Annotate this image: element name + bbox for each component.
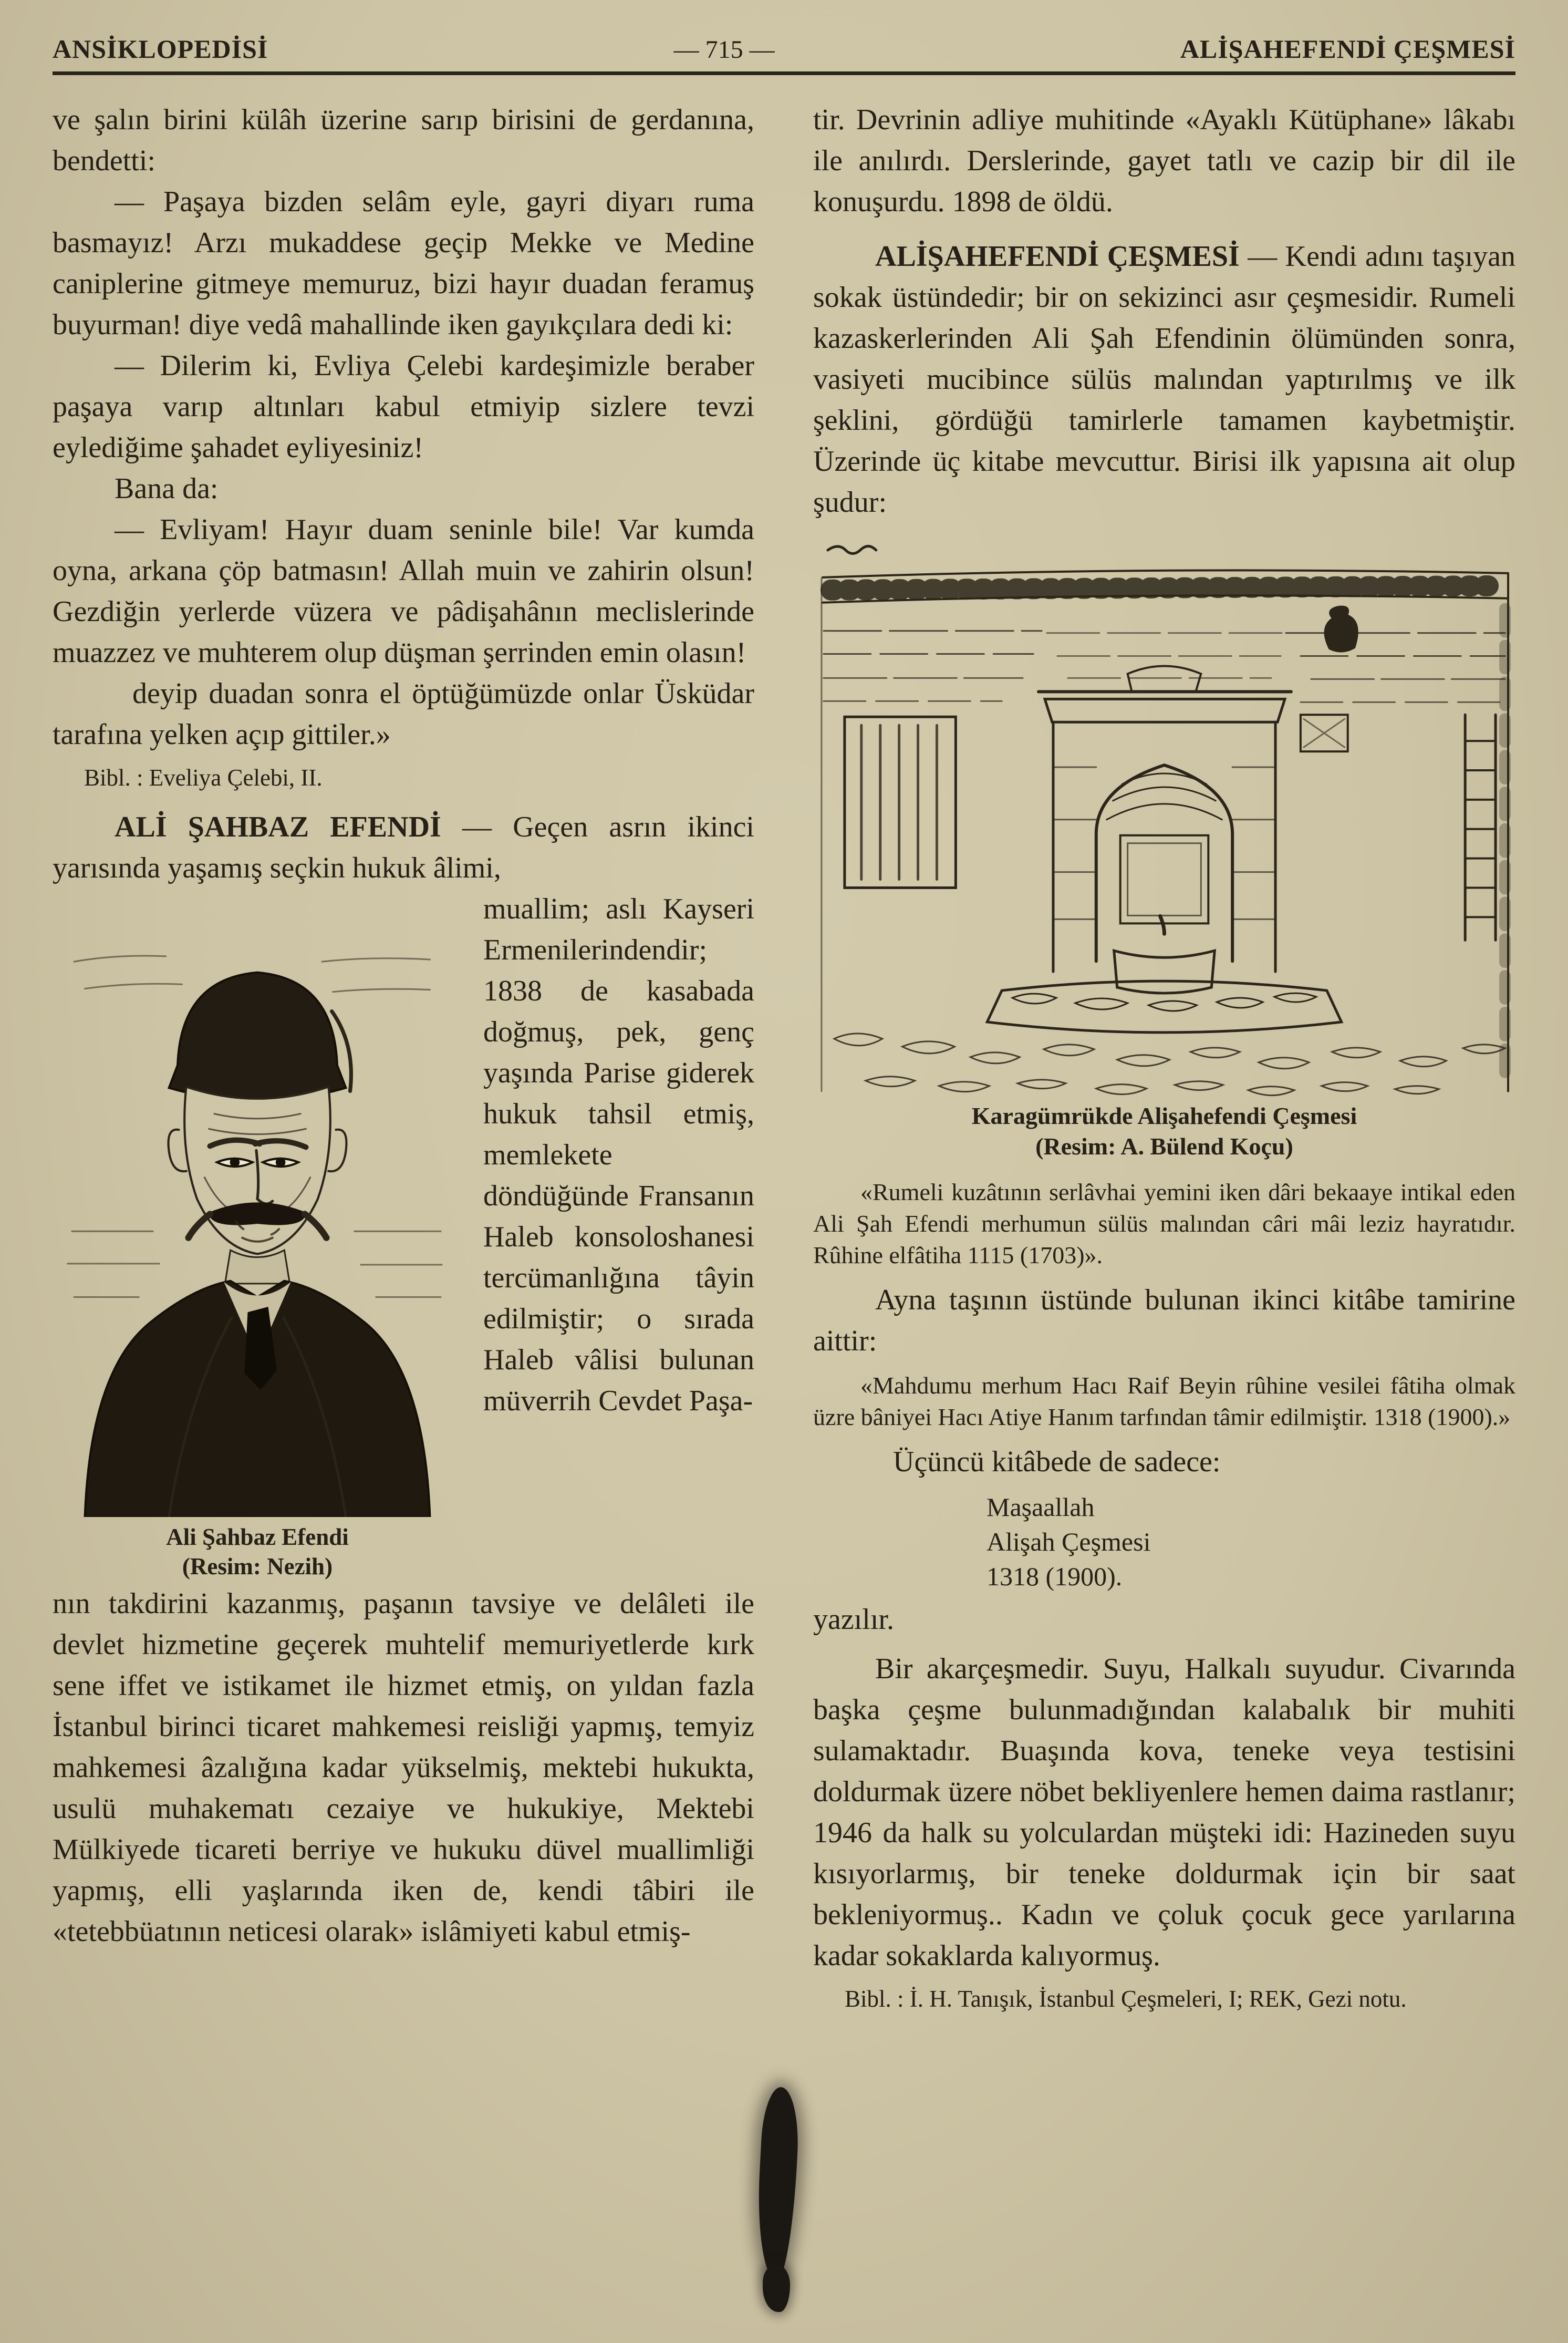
article-lead-text: — Geçen asrın ikinci yarısında yaşamış seçkin hukuk âlimi,	[53, 811, 754, 884]
fountain-figure	[813, 541, 1515, 1097]
article-body-text: — Kendi adını taşıyan sokak üstündedir; bir on sekizinci asır çeşmesidir. Rumeli kazaskerlerinden Ali Şah Efendinin ölümünden sonra, vasiyeti mucibince sülüs malından yaptırılmış ve ilk şeklini, gördüğü tamirlerle tamamen kaybetmiştir. Üzerinde üç kitabe mevcuttur. Birisi ilk yapısına ait olup şudur:	[813, 240, 1515, 519]
header-left-title: ANSİKLOPEDİSİ	[53, 34, 268, 64]
paragraph-deyip: deyip duadan sonra el öptüğümüzde onlar Üsküdar tarafına yelken açıp gittiler.»	[53, 677, 754, 751]
portrait-figure	[53, 897, 462, 1581]
paragraph-bana-da: Bana da:	[115, 472, 219, 505]
inscription-intro-3: Üçüncü kitâbede de sadece:	[893, 1445, 1221, 1478]
fountain-illustration	[813, 541, 1515, 1097]
quote-paragraph-pasaya: — Paşaya bizden selâm eyle, gayri diyarı ruma basmayız! Arzı mukaddese geçip Mekke ve Medine caniplerine gitmeye memuruz, bizi hayır duadan feramuş buyurman! diye vedâ mahallinde iken gayıkçılara dedi ki:	[53, 185, 754, 341]
inscription-line-2: Alişah Çeşmesi	[987, 1526, 1151, 1556]
article-alisahefendi-cesmesi	[813, 236, 1515, 523]
article-title-ali-sahbaz: ALİ ŞAHBAZ EFENDİ	[115, 811, 441, 843]
fountain-caption	[813, 1101, 1515, 1162]
ink-smudge-small	[763, 2265, 790, 2312]
portrait-caption-credit: (Resim: Nezih)	[182, 1553, 333, 1580]
fountain-caption-credit: (Resim: A. Bülend Koçu)	[1035, 1132, 1293, 1160]
inscription-intro-2: Ayna taşının üstünde bulunan ikinci kitâbe tamirine aittir:	[813, 1283, 1515, 1357]
left-column	[53, 99, 754, 2014]
article-title-alisahefendi-cesmesi: ALİŞAHEFENDİ ÇEŞMESİ	[875, 240, 1240, 273]
fountain-description-paragraph: Bir akarçeşmedir. Suyu, Halkalı suyudur. Civarında başka çeşme bulunmadığından kalabalık bir muhiti sulamaktadır. Buaşında kova, teneke veya testisini doldurmak üzere nöbet bekliyenlere hemen daima rastlanır; 1946 da halk su yolculardan müşteki idi: Hazineden suyu kısıyorlarmış, bir teneke doldurmak için bir saat bekleniyormuş.. Kadın ve çoluk çocuk gece yarılarına kadar sokaklarda kalıyormuş.	[813, 1652, 1515, 1972]
third-inscription-block	[987, 1490, 1515, 1594]
ink-smudge	[754, 2086, 801, 2281]
header-right-title: ALİŞAHEFENDİ ÇEŞMESİ	[1180, 34, 1515, 64]
page-header	[53, 34, 1515, 64]
article-ali-sahbaz-lead	[53, 807, 754, 889]
bibliography-line-evliya: Bibl. : Eveliya Çelebi, II.	[84, 765, 323, 791]
header-rule	[53, 71, 1515, 75]
quote-paragraph-evliyam: — Evliyam! Hayır duam seninle bile! Var kumda oyna, arkana çöp batmasın! Allah muin ve zahirin olsun! Gezdiğin yerlerde vüzera ve pâdişahânın meclislerinde muazzez ve muhterem olup düşman şerrinden emin olasın!	[53, 513, 754, 669]
portrait-illustration	[53, 897, 462, 1517]
inscription-line-1: Maşaallah	[987, 1492, 1095, 1522]
portrait-caption-name: Ali Şahbaz Efendi	[166, 1524, 349, 1551]
portrait-wrap-block	[53, 889, 754, 1580]
continuation-paragraph-right: tir. Devrinin adliye muhitinde «Ayaklı Kütüphane» lâkabı ile anılırdı. Derslerinde, gayet tatlı ve cazip bir dil ile konuşurdu. 1898 de öldü.	[813, 104, 1515, 218]
fountain-caption-title: Karagümrükde Alişahefendi Çeşmesi	[971, 1102, 1357, 1129]
page-number-label: — 715 —	[673, 36, 775, 64]
paragraph-yazilir: yazılır.	[813, 1603, 894, 1636]
article-wrap-text: muallim; aslı Kayseri Ermenilerindendir; 1838 de kasabada doğmuş, pek, genç yaşında Parise giderek hukuk tahsil etmiş, memlekete döndüğünde Fransanın Haleb konsoloshanesi tercümanlığına tâyin edilmiştir; o sırada Haleb vâlisi bulunan müverrih Cevdet Paşa-	[483, 893, 754, 1417]
quote-paragraph-dilerim: — Dilerim ki, Evliya Çelebi kardeşimizle beraber paşaya varıp altınları kabul etmiyip sizlere tevzi eylediğime şahadet eyliyesiniz!	[53, 349, 754, 464]
bibliography-line-tanisik: Bibl. : İ. H. Tanışık, İstanbul Çeşmeleri, I; REK, Gezi notu.	[845, 1985, 1407, 2012]
inscription-quote-1: «Rumeli kuzâtının serlâvhai yemini iken dâri bekaaye intikal eden Ali Şah Efendi merhumun sülüs malından câri mâi leziz hayratıdır. Rûhine elfâtiha 1115 (1703)».	[813, 1178, 1515, 1268]
inscription-line-3: 1318 (1900).	[987, 1561, 1123, 1591]
portrait-caption	[53, 1522, 462, 1581]
continuation-paragraph: ve şalın birini külâh üzerine sarıp birisini de gerdanına, bendetti:	[53, 104, 754, 177]
two-column-body	[53, 99, 1515, 2014]
article-continuation: nın takdirini kazanmış, paşanın tavsiye ve delâleti ile devlet hizmetine geçerek muhtelif memuriyetlerde kırk sene iffet ve istikamet ile hizmet etmiş, on yıldan fazla İstanbul birinci ticaret mahkemesi reisliği yapmış, temyiz mahkemesi âzalığına kadar yükselmiş, mektebi hukukta, usulü muhakematı cezaiye ve hukukiye, Mektebi Mülkiyede ticareti berriye ve hukuku düvel muallimliği yapmış, elli yaşlarında iken de, kendi tâbiri ile «tetebbüatının neticesi olarak» islâmiyeti kabul etmiş-	[53, 1587, 754, 1948]
right-column	[813, 99, 1515, 2014]
inscription-quote-2: «Mahdumu merhum Hacı Raif Beyin rûhine vesilei fâtiha olmak üzre bâniyei Hacı Atiye Hanım tarfından tâmir edilmiştir. 1318 (1900).»	[813, 1371, 1515, 1430]
